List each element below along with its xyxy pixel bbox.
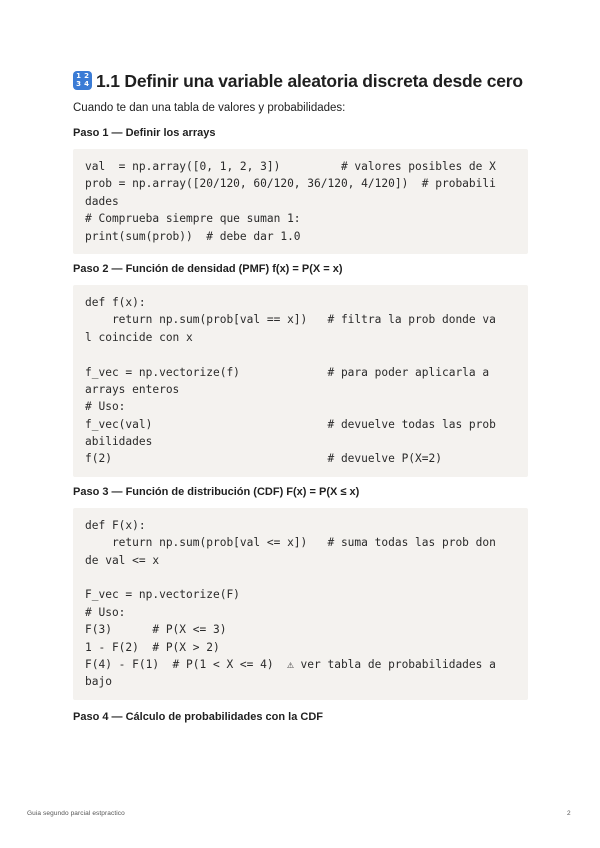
code-line: F(3) # P(X <= 3) [85, 623, 227, 637]
step-2-title: Paso 2 — Función de densidad (PMF) f(x) = P(X = x) [73, 262, 343, 275]
footer-page-number: 2 [567, 810, 571, 817]
step-3-title: Paso 3 — Función de distribución (CDF) F(x) = P(X ≤ x) [73, 485, 360, 498]
code-line: return np.sum(prob[val == x]) # filtra la prob donde va [85, 313, 496, 327]
code-line: # Uso: [85, 400, 126, 414]
step-2-code-block [73, 285, 528, 477]
step-1-title: Paso 1 — Definir los arrays [73, 127, 216, 139]
code-line: f(2) # devuelve P(X=2) [85, 452, 442, 466]
code-line: f_vec(val) # devuelve todas las prob [85, 417, 496, 431]
code-line [85, 569, 516, 586]
code-line: abilidades [85, 435, 153, 449]
code-line: def F(x): [85, 518, 146, 532]
code-line: dades [85, 194, 119, 208]
code-line: print(sum(prob)) # debe dar 1.0 [85, 229, 301, 243]
code-line [85, 346, 516, 363]
code-line: # Comprueba siempre que suman 1: [85, 212, 301, 226]
section-heading-text: 1.1 Definir una variable aleatoria discreta desde cero [96, 71, 523, 91]
code-line: bajo [85, 675, 112, 689]
code-line: 1 - F(2) # P(X > 2) [85, 640, 220, 654]
input-numbers-icon: 1 2 3 4 [73, 71, 92, 90]
document-page [73, 70, 528, 724]
code-line: def f(x): [85, 295, 146, 309]
footer-document-title: Guia segundo parcial estpractico [27, 810, 125, 817]
code-line: prob = np.array([20/120, 60/120, 36/120, 4/120]) # probabili [85, 177, 496, 191]
code-line: # Uso: [85, 605, 126, 619]
code-line: l coincide con x [85, 330, 193, 344]
code-line: f_vec = np.vectorize(f) # para poder aplicarla a [85, 365, 490, 379]
code-line: F_vec = np.vectorize(F) [85, 588, 240, 602]
step-4-title: Paso 4 — Cálculo de probabilidades con la CDF [73, 710, 323, 723]
intro-text: Cuando te dan una tabla de valores y probabilidades: [73, 102, 346, 114]
section-heading [73, 70, 528, 92]
code-line: F(4) - F(1) # P(1 < X <= 4) ⚠ ver tabla de probabilidades a [85, 657, 496, 671]
code-line: arrays enteros [85, 382, 180, 396]
code-line: return np.sum(prob[val <= x]) # suma todas las prob don [85, 536, 496, 550]
step-3-code-block [73, 508, 528, 700]
code-line: val = np.array([0, 1, 2, 3]) # valores posibles de X [85, 160, 496, 173]
code-line: de val <= x [85, 553, 160, 567]
step-1-code-block [73, 149, 528, 254]
